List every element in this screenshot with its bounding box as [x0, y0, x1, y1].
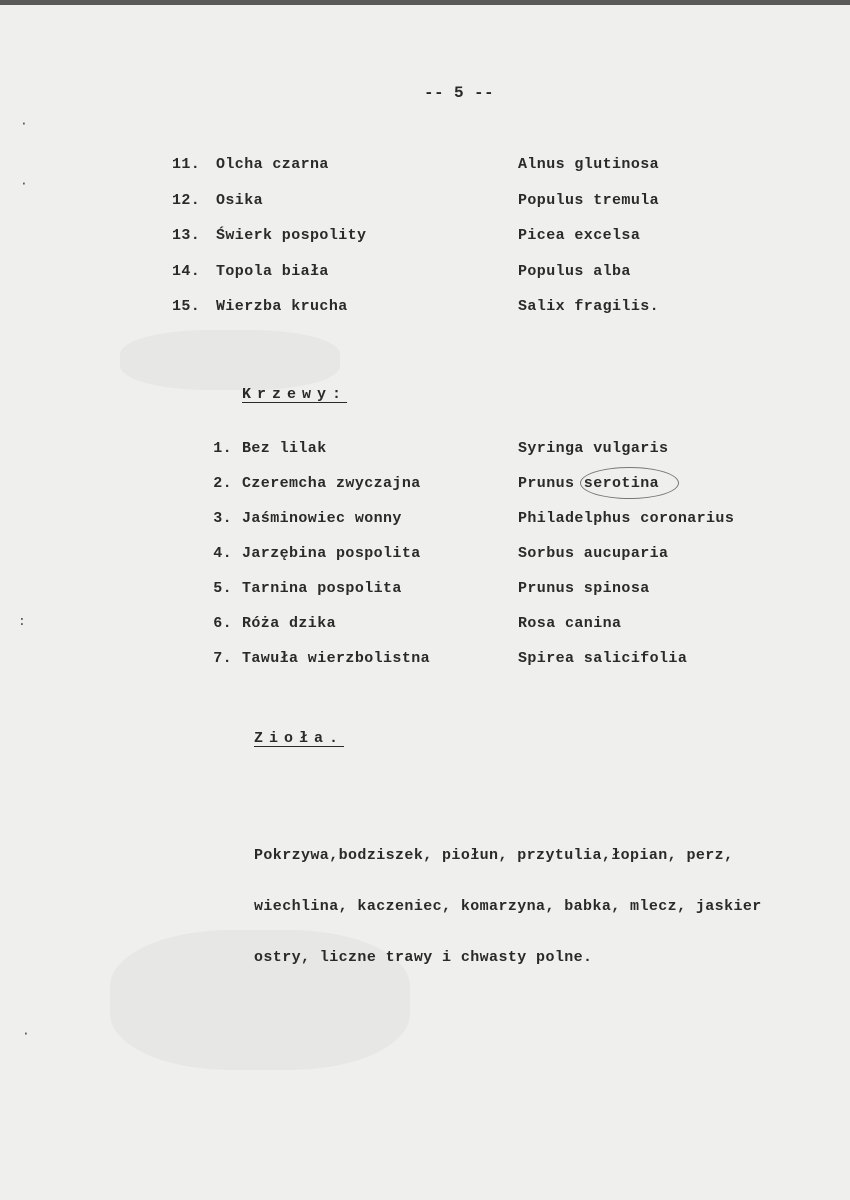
margin-mark: ·	[22, 1026, 31, 1041]
list-item	[172, 227, 772, 263]
item-number: 13.	[172, 227, 201, 245]
polish-name: Wierzba krucha	[216, 298, 348, 316]
margin-mark: ·	[20, 176, 29, 191]
latin-name: Picea excelsa	[518, 227, 641, 245]
item-number: 14.	[172, 262, 201, 280]
page-number: -- 5 --	[424, 84, 495, 102]
latin-name: Syringa vulgaris	[518, 440, 669, 457]
polish-name: Topola biała	[216, 262, 329, 280]
margin-mark: :	[18, 614, 27, 629]
polish-name: Tarnina pospolita	[242, 580, 402, 597]
list-item	[172, 192, 772, 228]
item-number: 1.	[213, 440, 232, 457]
latin-name: Rosa canina	[518, 615, 622, 632]
item-number: 6.	[213, 615, 232, 632]
latin-name: Sorbus aucuparia	[518, 545, 669, 562]
list-item	[172, 510, 792, 545]
item-number: 12.	[172, 191, 201, 209]
polish-name: Róża dzika	[242, 615, 337, 632]
shrubs-list	[172, 440, 792, 685]
item-number: 7.	[213, 650, 232, 667]
item-number: 4.	[213, 545, 232, 562]
polish-name: Osika	[216, 191, 264, 209]
list-item	[172, 263, 772, 299]
latin-name: Prunus serotina	[518, 475, 660, 492]
latin-name: Philadelphus coronarius	[518, 510, 735, 527]
list-item	[172, 156, 772, 192]
list-item	[172, 580, 792, 615]
polish-name: Olcha czarna	[216, 156, 329, 173]
margin-mark: ·	[20, 116, 29, 131]
item-number: 5.	[213, 580, 232, 597]
latin-name: Populus alba	[518, 262, 631, 280]
handwritten-circle-mark	[580, 467, 679, 499]
herbs-paragraph: Pokrzywa,bodziszek, piołun, przytulia,łopian, perz, wiechlina, kaczeniec, komarzyna, babka, mlecz, jaskier ostry, liczne trawy i chwasty polne.	[254, 847, 762, 966]
trees-list	[172, 156, 772, 334]
item-number: 15.	[172, 298, 201, 316]
list-item	[172, 545, 792, 580]
herbs-heading: Zioła.	[254, 730, 345, 747]
latin-name: Populus tremula	[518, 191, 660, 209]
polish-name: Jaśminowiec wonny	[242, 510, 402, 527]
item-number: 3.	[213, 510, 232, 527]
polish-name: Bez lilak	[242, 440, 327, 457]
list-item	[172, 615, 792, 650]
list-item	[172, 475, 792, 510]
latin-name: Spirea salicifolia	[518, 650, 688, 667]
list-item	[172, 440, 792, 475]
latin-name: Prunus spinosa	[518, 580, 650, 597]
latin-name: Alnus glutinosa	[518, 156, 660, 173]
scan-edge	[0, 0, 850, 5]
latin-name: Salix fragilis.	[518, 298, 660, 316]
shrubs-heading: Krzewy:	[242, 386, 348, 403]
polish-name: Czeremcha zwyczajna	[242, 475, 421, 492]
item-number: 11.	[172, 156, 201, 173]
polish-name: Jarzębina pospolita	[242, 545, 421, 562]
list-item	[172, 298, 772, 334]
polish-name: Tawuła wierzbolistna	[242, 650, 431, 667]
paper-smudge	[120, 330, 340, 390]
list-item	[172, 650, 792, 685]
item-number: 2.	[213, 475, 232, 492]
polish-name: Świerk pospolity	[216, 227, 367, 245]
